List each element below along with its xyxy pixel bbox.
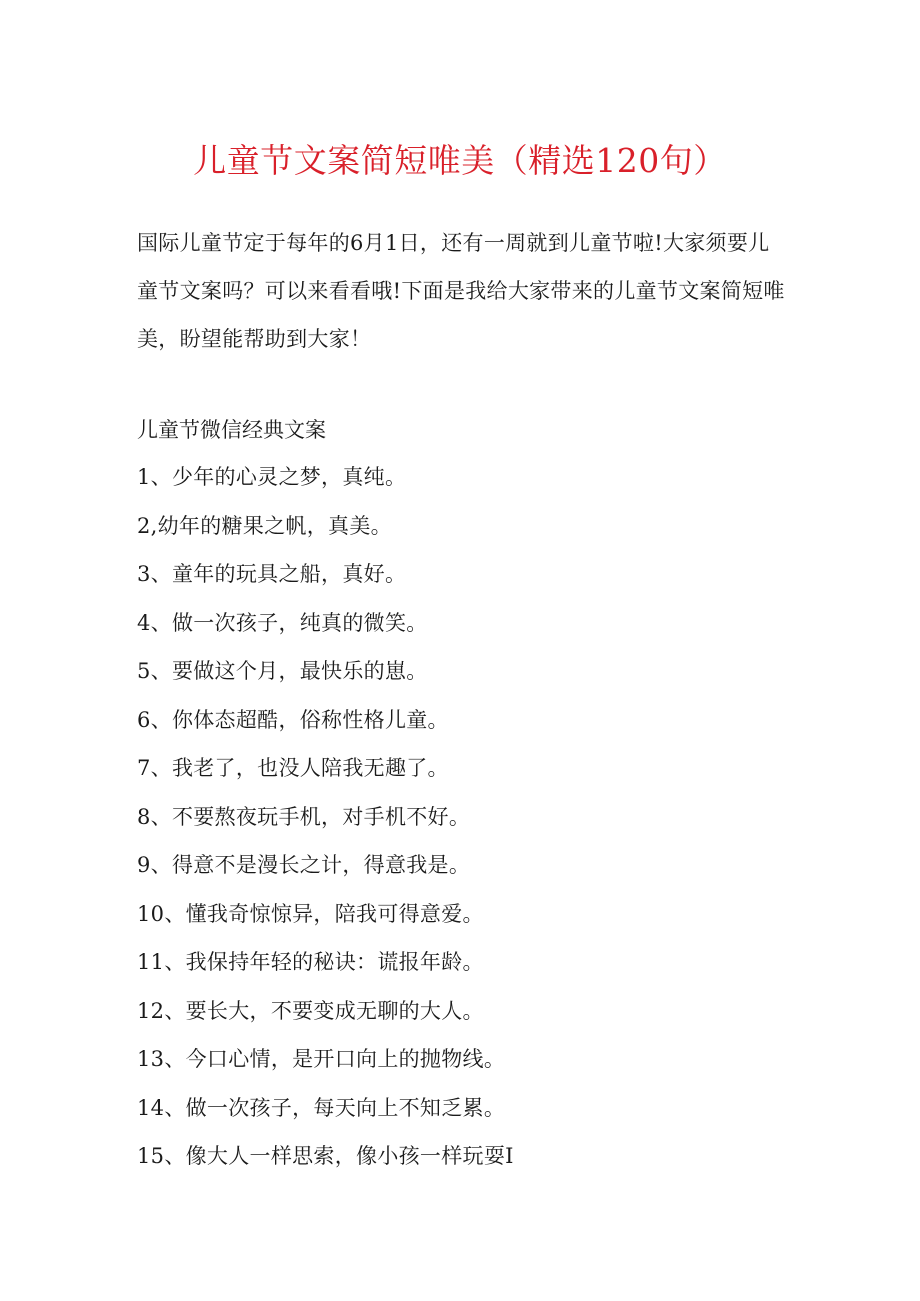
list-item: 1、少年的心灵之梦，真纯。 — [137, 465, 407, 489]
list-item: 12、要长大，不要变成无聊的大人。 — [137, 998, 484, 1023]
list-item: 15、像大人一样思索，像小孩一样玩耍I — [137, 1144, 514, 1168]
list-item: 7、我老了，也没人陪我无趣了。 — [137, 756, 449, 780]
list-item: 11、我保持年轻的秘诀：谎报年龄。 — [137, 950, 484, 974]
intro-text: 国际儿童节定于每年的6月1日，还有一周就到儿童节啦!大家须要儿童节文案吗？可以来看看哦!下面是我给大家带来的儿童节文案简短唯美，盼望能帮助到大家！ — [137, 231, 785, 351]
section-heading: 儿童节微信经典文案 — [137, 418, 326, 442]
quote-list — [137, 459, 514, 1187]
list-item: 8、不要熬夜玩手机，对手机不好。 — [137, 804, 471, 829]
list-item: 2,幼年的糖果之帆，真美。 — [137, 513, 392, 538]
list-item: 10、懂我奇惊惊异，陪我可得意爱。 — [137, 901, 484, 926]
intro-paragraph — [137, 219, 787, 363]
list-item: 4、做一次孩子，纯真的微笑。 — [137, 610, 428, 635]
list-item: 14、做一次孩子，每天向上不知乏累。 — [137, 1095, 506, 1120]
list-item: 6、你体态超酷，俗称性格儿童。 — [137, 707, 449, 732]
document-title: 儿童节文案简短唯美（精选120句） — [193, 141, 727, 180]
list-item: 13、今口心情，是开口向上的抛物线。 — [137, 1047, 506, 1071]
list-item: 5、要做这个月，最快乐的崽。 — [137, 659, 428, 683]
list-item: 3、童年的玩具之船，真好。 — [137, 562, 407, 586]
list-item: 9、得意不是漫长之计，得意我是。 — [137, 853, 471, 877]
